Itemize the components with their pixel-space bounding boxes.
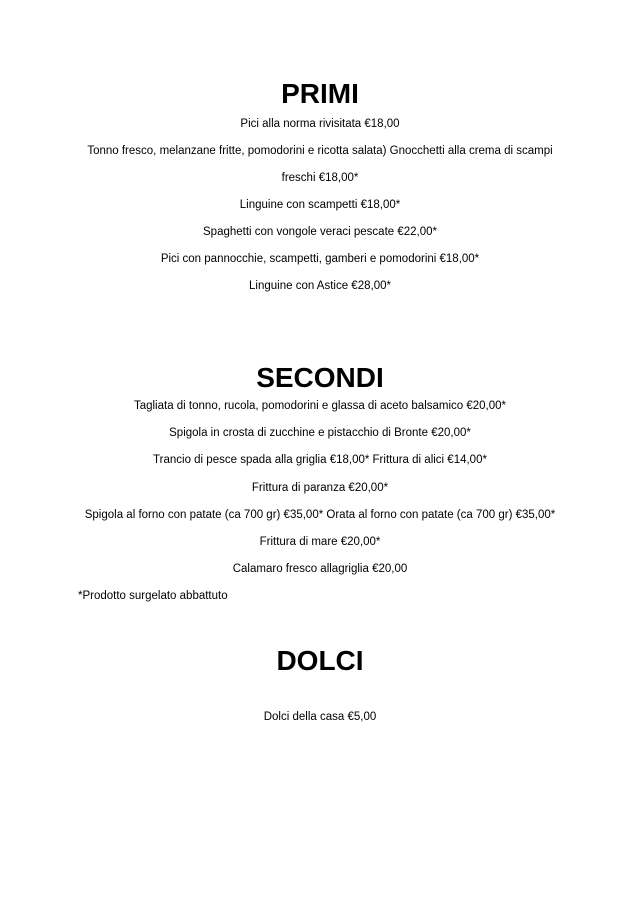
- secondi-item: Spigola in crosta di zucchine e pistacchio di Bronte €20,00*: [169, 427, 471, 439]
- dolci-item: Dolci della casa €5,00: [263, 711, 377, 723]
- secondi-item: Frittura di paranza €20,00*: [251, 482, 389, 494]
- secondi-item: Spigola al forno con patate (ca 700 gr) €35,00* Orata al forno con patate (ca 700 gr) €35,00*: [84, 509, 556, 521]
- primi-item: Pici alla norma rivisitata €18,00: [240, 118, 400, 130]
- secondi-heading: SECONDI: [256, 362, 384, 393]
- primi-item: Pici con pannocchie, scampetti, gamberi e pomodorini €18,00*: [160, 253, 480, 265]
- dolci-heading: DOLCI: [276, 645, 364, 676]
- primi-item: Spaghetti con vongole veraci pescate €22,00*: [203, 226, 437, 238]
- secondi-item: Tagliata di tonno, rucola, pomodorini e glassa di aceto balsamico €20,00*: [133, 400, 507, 412]
- primi-heading: PRIMI: [281, 78, 359, 109]
- primi-item: Tonno fresco, melanzane fritte, pomodorini e ricotta salata) Gnocchetti alla crema di scampi: [87, 145, 553, 157]
- primi-item: Linguine con scampetti €18,00*: [239, 199, 401, 211]
- frozen-product-note: *Prodotto surgelato abbattuto: [78, 590, 228, 602]
- secondi-item: Frittura di mare €20,00*: [259, 536, 381, 548]
- secondi-item: Calamaro fresco allagriglia €20,00: [232, 563, 408, 575]
- secondi-item: Trancio di pesce spada alla griglia €18,00* Frittura di alici €14,00*: [153, 454, 487, 466]
- primi-item: freschi €18,00*: [281, 172, 359, 184]
- primi-item: Linguine con Astice €28,00*: [249, 280, 391, 292]
